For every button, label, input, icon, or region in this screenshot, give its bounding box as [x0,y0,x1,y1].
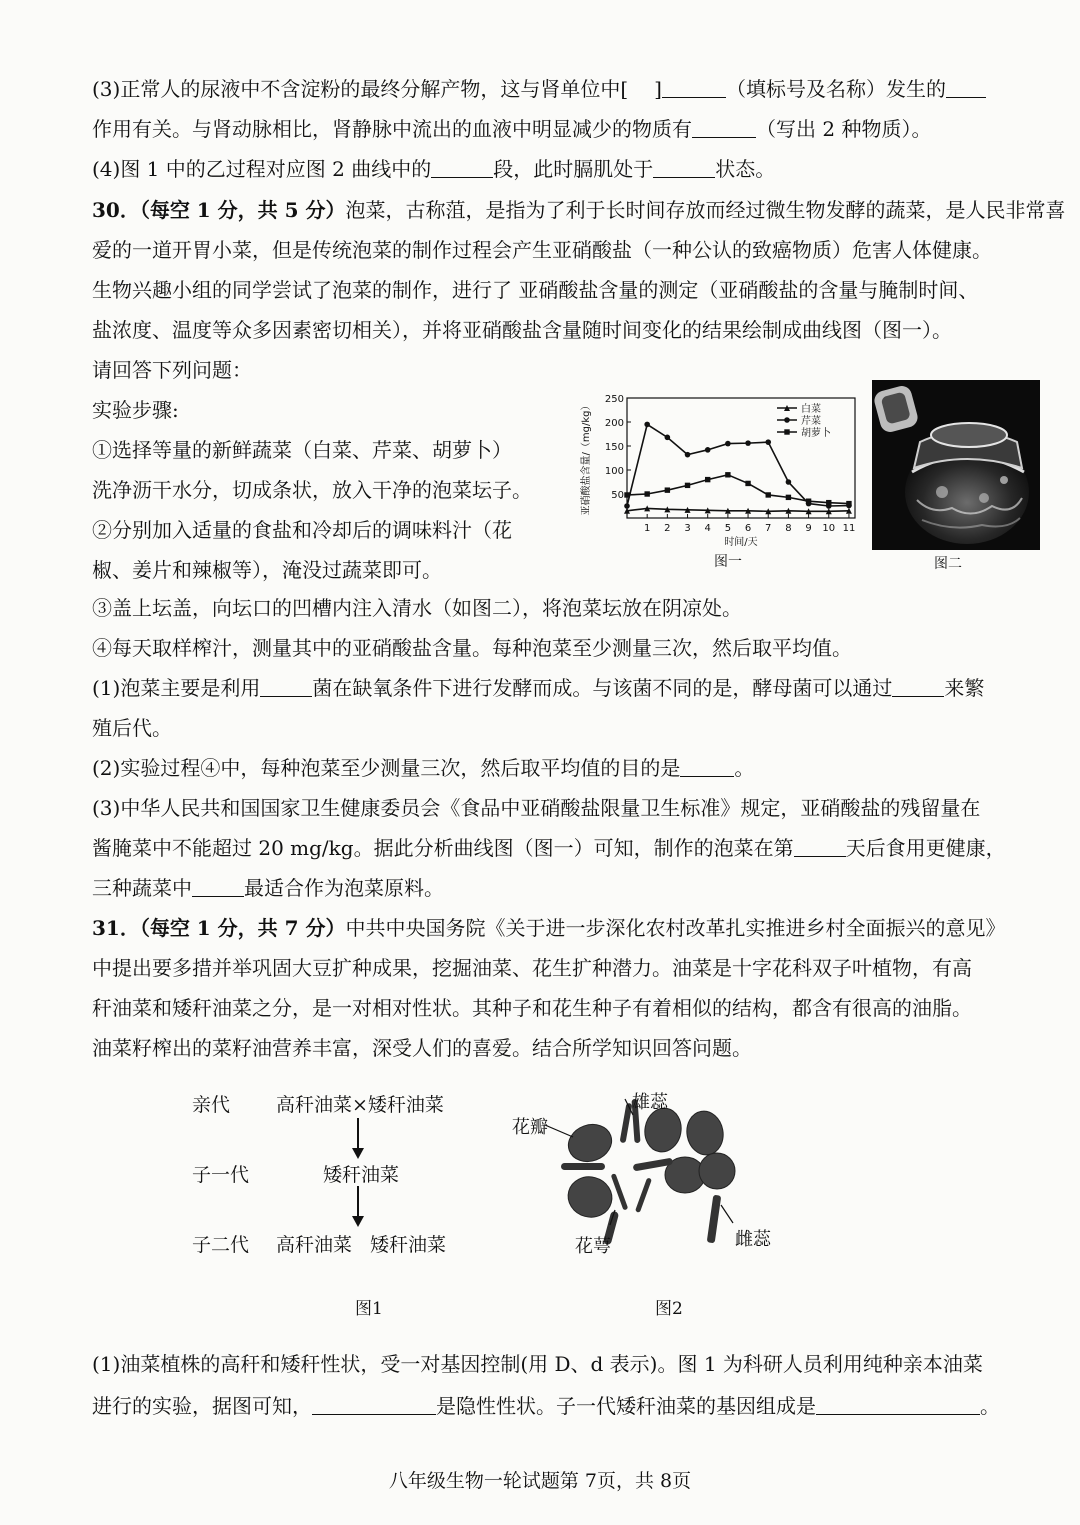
f2-phenotype-short: 矮秆油菜 [370,1234,447,1256]
q31-part1-line1 [92,1350,983,1378]
label-petal: 花瓣 [512,1117,548,1138]
text: (3)中华人民共和国国家卫生健康委员会《食品中亚硝酸盐限量卫生标准》规定，亚硝酸盐的残留量在 [92,796,981,820]
text: ] [654,77,662,101]
f2-phenotype-tall: 高秆油菜 [276,1234,353,1256]
data-point [644,422,650,428]
data-point [786,479,792,485]
f1-phenotype: 矮秆油菜 [323,1164,400,1186]
x-tick-label: 11 [842,523,856,534]
text: 三种蔬菜中 [92,876,192,900]
text: ②分别加入适量的食盐和冷却后的调味料汁（花 [92,518,512,542]
pistil-shape [707,1195,722,1244]
text: 实验步骤: [92,398,179,422]
q31-intro-line4 [92,1034,752,1062]
x-tick-label: 10 [822,523,836,534]
step4 [92,634,852,662]
steps-title [92,396,179,424]
page-footer: 八年级生物一轮试题第 7页，共 8页 [388,1470,692,1492]
text: 油菜籽榨出的菜籽油营养丰富，深受人们的喜爱。结合所学知识回答问题。 [92,1036,752,1060]
arrow-down-icon [350,1186,366,1228]
figure-one-caption: 图一 [714,554,742,570]
text: 酱腌菜中不能超过 20 mg/kg。据此分析曲线图（图一）可知，制作的泡菜在第 [92,836,794,860]
text: (4)图 1 中的乙过程对应图 2 曲线中的 [92,157,432,181]
figure-2-caption: 图2 [655,1299,683,1319]
y-tick-label: 200 [604,418,624,429]
text: 生物兴趣小组的同学尝试了泡菜的制作，进行了 亚硝酸盐含量的测定（亚硝酸盐的含量与腌制时间、 [92,278,979,302]
answer-blank[interactable] [946,77,986,98]
data-point [665,435,671,441]
nitrite-chart [575,388,860,568]
text: 来繁 [944,676,985,700]
data-point [745,440,751,446]
q29-part3-line1 [92,75,986,103]
text: 洗净沥干水分，切成条状，放入干净的泡菜坛子。 [92,478,532,502]
figure-two-caption: 图二 [934,556,962,572]
answer-blank[interactable] [892,676,944,697]
y-tick-label: 50 [611,490,624,501]
legend-marker [784,417,790,423]
arrow-down-icon [350,1118,366,1160]
text: 。 [980,1394,1000,1418]
answer-blank[interactable] [662,77,726,98]
text: ①选择等量的新鲜蔬菜（白菜、芹菜、胡萝卜） [92,438,512,462]
text: 椒、姜片和辣椒等），淹没过蔬菜即可。 [92,558,442,582]
text: 爱的一道开胃小菜，但是传统泡菜的制作过程会产生亚硝酸盐（一种公认的致癌物质）危害人体健康。 [92,238,992,262]
text: ③盖上坛盖，向坛口的凹槽内注入清水（如图二），将泡菜坛放在阴凉处。 [92,596,742,620]
q30-intro-line5 [92,356,252,384]
data-point [705,447,711,453]
x-tick-label: 2 [664,523,671,534]
petal-shape [563,1119,617,1168]
text: ④每天取样榨汁，测量其中的亚硝酸盐含量。每种泡菜至少测量三次，然后取平均值。 [92,636,852,660]
q31-part1-line2 [92,1392,1000,1420]
sepal-shape [561,1163,605,1170]
petal-shape [564,1172,617,1222]
x-tick-label: 8 [785,523,792,534]
text: 。 [734,756,755,780]
data-point [786,495,791,500]
data-point [685,483,690,488]
q30-part1-line2 [92,714,172,742]
data-point [765,439,771,445]
stamen-shape [611,1173,629,1210]
q30-part3-line3 [92,874,444,902]
leader-line [545,1125,573,1137]
data-point [624,492,629,497]
text: 中提出要多措并举巩固大豆扩种成果，挖掘油菜、花生扩种潜力。油菜是十字花科双子叶植物，有高 [92,956,972,980]
y-axis-label: 亚硝酸盐含量/（mg/kg） [581,400,592,516]
text: (2)实验过程④中，每种泡菜至少测量三次，然后取平均值的目的是 [92,756,681,780]
legend-label: 胡萝卜 [801,428,831,439]
step1-line1 [92,436,512,464]
text: 殖后代。 [92,716,172,740]
q30-part2 [92,754,754,782]
answer-blank[interactable] [653,157,715,178]
data-point [685,452,691,458]
legend-marker [784,429,789,434]
step2-line1 [92,516,512,544]
x-tick-label: 3 [684,523,691,534]
answer-blank[interactable] [794,836,846,857]
petal-shape [683,1108,726,1158]
text: 天后食用更健康， [845,836,1006,860]
text: 作用有关。与肾动脉相比，肾静脉中流出的血液中明显减少的物质有 [92,117,692,141]
data-point [644,491,649,496]
q29-part3-line2 [92,115,931,143]
text: 菌在缺氧条件下进行发酵而成。与该菌不同的是，酵母菌可以通过 [312,676,893,700]
gen-parent-label: 亲代 [192,1094,231,1116]
text: （写出 2 种物质）。 [756,117,932,141]
answer-blank[interactable] [192,876,244,897]
question-header: 30．（每空 1 分，共 5 分） [92,198,346,222]
answer-blank[interactable] [431,157,493,178]
figure-1-caption: 图1 [355,1299,383,1319]
text: （填标号及名称）发生的 [725,77,946,101]
step2-line2 [92,556,442,584]
gen-f1-label: 子一代 [192,1164,250,1186]
data-point [806,499,811,504]
x-tick-label: 1 [643,523,651,534]
text: 盐浓度、温度等众多因素密切相关），并将亚硝酸盐含量随时间变化的结果绘制成曲线图（图一）。 [92,318,952,342]
stamen-shape [635,1177,652,1213]
answer-blank[interactable] [816,1394,980,1415]
pickle-jar-photo [872,380,1040,550]
x-tick-label: 4 [704,523,711,534]
q30-intro-line2 [92,236,992,264]
text: 最适合作为泡菜原料。 [244,876,444,900]
parent-cross: 高秆油菜×矮秆油菜 [276,1094,444,1116]
data-point [826,500,831,505]
petal-shape [699,1153,735,1189]
text: 进行的实验，据图可知， [92,1394,312,1418]
nitrite-chart-svg [575,388,860,568]
label-pistil: 雌蕊 [735,1229,771,1250]
pickle-jar-image [872,380,1040,550]
data-point [624,503,630,509]
series-line-2 [627,475,849,504]
q30-part3-line2 [92,834,1006,862]
q30-intro-line1 [92,196,1066,224]
q30-part1-line1 [92,674,984,702]
q31-intro-line2 [92,954,972,982]
text: 是隐性性状。子一代矮秆油菜的基因组成是 [436,1394,816,1418]
text: (1)泡菜主要是利用 [92,676,261,700]
step3 [92,594,742,622]
q31-intro-line1 [92,914,1006,942]
answer-blank[interactable] [692,117,756,138]
text: 秆油菜和矮秆油菜之分，是一对相对性状。其种子和花生种子有着相似的结构，都含有很高的油脂。 [92,996,972,1020]
text: 请回答下列问题： [92,358,252,382]
q30-intro-line3 [92,276,978,304]
data-point [705,477,710,482]
label-stamen: 雄蕊 [632,1092,668,1113]
text: 段，此时膈肌处于 [493,157,654,181]
series-line-0 [627,508,849,511]
data-point [725,472,730,477]
y-tick-label: 100 [604,466,624,477]
data-point [766,492,771,497]
legend-label: 芹菜 [801,416,821,427]
answer-blank[interactable] [260,676,312,697]
text: (3)正常人的尿液中不含淀粉的最终分解产物，这与肾单位中[ [92,77,629,101]
x-tick-label: 5 [724,523,732,534]
q30-intro-line4 [92,316,952,344]
x-axis-label: 时间/天 [724,537,758,548]
text: 状态。 [715,157,776,181]
x-tick-label: 9 [805,523,812,534]
q31-intro-line3 [92,994,972,1022]
x-tick-label: 7 [765,523,772,534]
q30-part3-line1 [92,794,980,822]
text: 泡菜，古称菹，是指为了利于长时间存放而经过微生物发酵的蔬菜，是人民非常喜 [345,198,1066,222]
y-tick-label: 250 [604,394,624,405]
data-point [745,481,750,486]
label-sepal: 花萼 [575,1236,611,1257]
question-header: 31．（每空 1 分，共 7 分） [92,916,346,940]
data-point [725,441,731,447]
q29-part4 [92,155,775,183]
data-point [665,487,670,492]
x-tick-label: 6 [744,523,752,534]
answer-blank[interactable] [680,756,734,777]
gen-f2-label: 子二代 [192,1234,250,1256]
step1-line2 [92,476,532,504]
y-tick-label: 150 [604,442,624,453]
legend-label: 白菜 [801,404,821,415]
text: (1)油菜植株的高秆和矮秆性状，受一对基因控制(用 D、d 表示)。图 1 为科研人员利用纯种亲本油菜 [92,1352,983,1376]
data-point [846,501,851,506]
text: 中共中央国务院《关于进一步深化农村改革扎实推进乡村全面振兴的意见》 [345,916,1006,940]
leader-line [721,1205,733,1223]
answer-blank[interactable] [312,1394,436,1415]
